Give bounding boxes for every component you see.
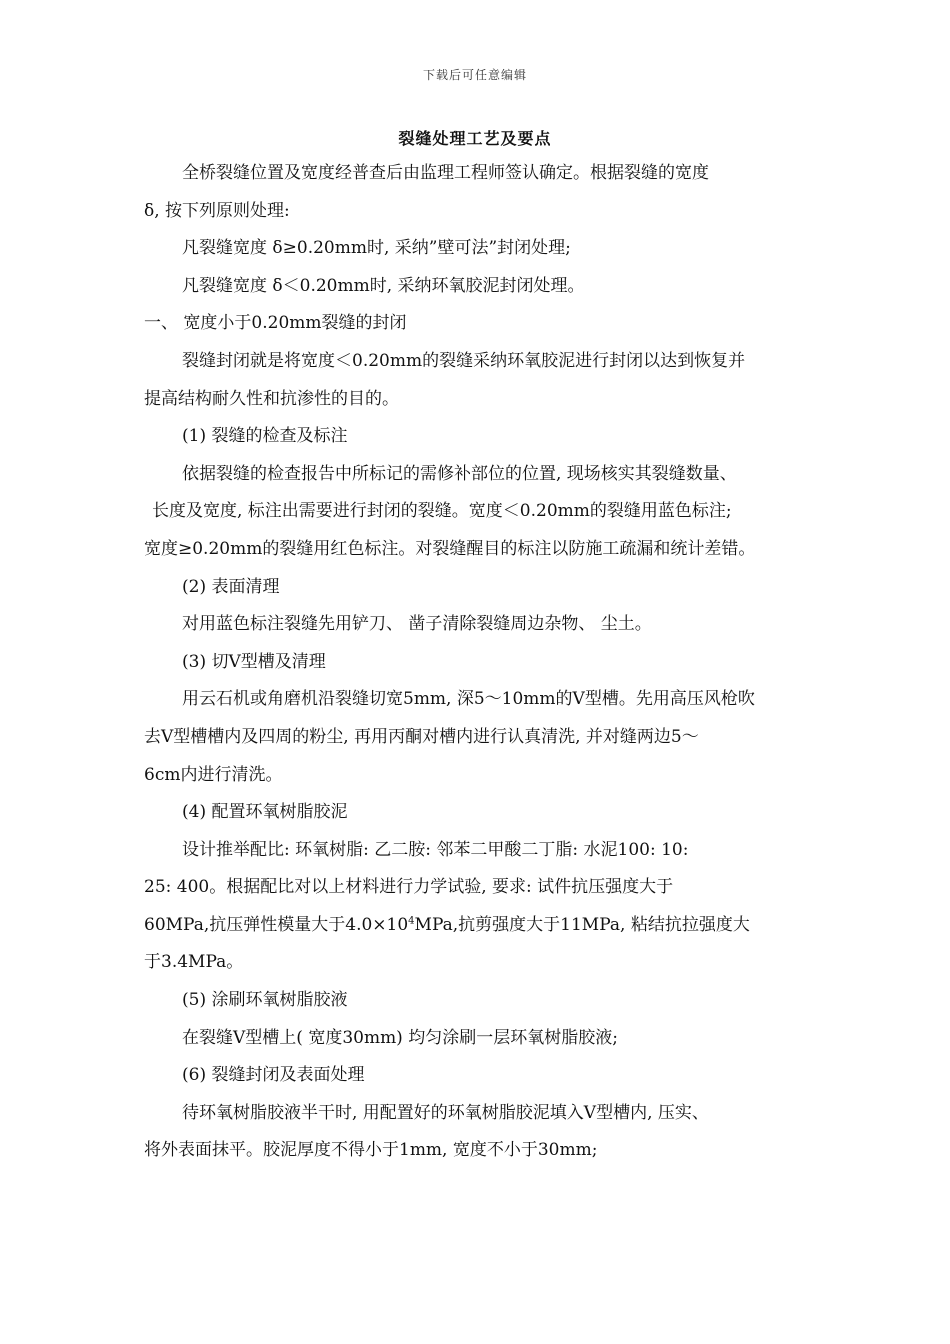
paragraph-line: 在裂缝V型槽上( 宽度30mm) 均匀涂刷一层环氧树脂胶液; — [182, 1027, 618, 1048]
paragraph-line: 去V型槽槽内及四周的粉尘, 再用丙酮对槽内进行认真清洗, 并对缝两边5～ — [144, 726, 699, 747]
subsection-heading: (2) 表面清理 — [182, 576, 280, 597]
header-note: 下载后可任意编辑 — [422, 68, 527, 82]
paragraph-line: 对用蓝色标注裂缝先用铲刀、 凿子清除裂缝周边杂物、 尘土。 — [182, 614, 652, 635]
subsection-heading: (3) 切V型槽及清理 — [182, 651, 326, 672]
section-heading: 一、 宽度小于0.20mm裂缝的封闭 — [144, 313, 407, 334]
paragraph-line: 依据裂缝的检查报告中所标记的需修补部位的位置, 现场核实其裂缝数量、 — [182, 463, 737, 484]
subsection-heading: (5) 涂刷环氧树脂胶液 — [182, 990, 348, 1011]
subsection-heading: (6) 裂缝封闭及表面处理 — [182, 1065, 365, 1086]
paragraph-line: 长度及宽度, 标注出需要进行封闭的裂缝。宽度＜0.20mm的裂缝用蓝色标注; — [152, 501, 732, 522]
paragraph-line: 凡裂缝宽度 δ≥0.20mm时, 采纳”壁可法”封闭处理; — [182, 238, 571, 259]
paragraph-line: 25: 400。根据配比对以上材料进行力学试验, 要求: 试件抗压强度大于 — [144, 877, 674, 898]
paragraph-line: 宽度≥0.20mm的裂缝用红色标注。对裂缝醒目的标注以防施工疏漏和统计差错。 — [144, 538, 756, 559]
subsection-heading: (4) 配置环氧树脂胶泥 — [182, 802, 348, 823]
paragraph-line: δ, 按下列原则处理: — [144, 200, 290, 221]
document-title: 裂缝处理工艺及要点 — [398, 129, 552, 148]
subsection-heading: (1) 裂缝的检查及标注 — [182, 426, 348, 447]
document-body — [144, 155, 809, 1170]
paragraph-line: 待环氧树脂胶液半干时, 用配置好的环氧树脂胶泥填入V型槽内, 压实、 — [182, 1102, 709, 1123]
paragraph-line: 提高结构耐久性和抗渗性的目的。 — [144, 388, 399, 409]
line-text-post: MPa,抗剪强度大于11MPa, 粘结抗拉强度大 — [414, 914, 750, 935]
paragraph-line-with-superscript — [144, 907, 809, 945]
paragraph-line: 于3.4MPa。 — [144, 952, 244, 973]
paragraph-line: 凡裂缝宽度 δ＜0.20mm时, 采纳环氧胶泥封闭处理。 — [182, 275, 585, 296]
line-text-pre: 60MPa,抗压弹性模量大于4.0×10 — [144, 914, 409, 935]
paragraph-line: 全桥裂缝位置及宽度经普查后由监理工程师签认确定。根据裂缝的宽度 — [182, 163, 709, 183]
paragraph-line: 设计推举配比: 环氧树脂: 乙二胺: 邻苯二甲酸二丁脂: 水泥100: 10: — [182, 839, 689, 860]
paragraph-line: 用云石机或角磨机沿裂缝切宽5mm, 深5～10mm的V型槽。先用高压风枪吹 — [182, 689, 755, 710]
superscript-exponent: 4 — [408, 915, 415, 927]
paragraph-line: 裂缝封闭就是将宽度＜0.20mm的裂缝采纳环氧胶泥进行封闭以达到恢复并 — [182, 350, 746, 371]
paragraph-line: 将外表面抹平。胶泥厚度不得小于1mm, 宽度不小于30mm; — [144, 1140, 598, 1161]
paragraph-line: 6cm内进行清洗。 — [144, 764, 283, 785]
